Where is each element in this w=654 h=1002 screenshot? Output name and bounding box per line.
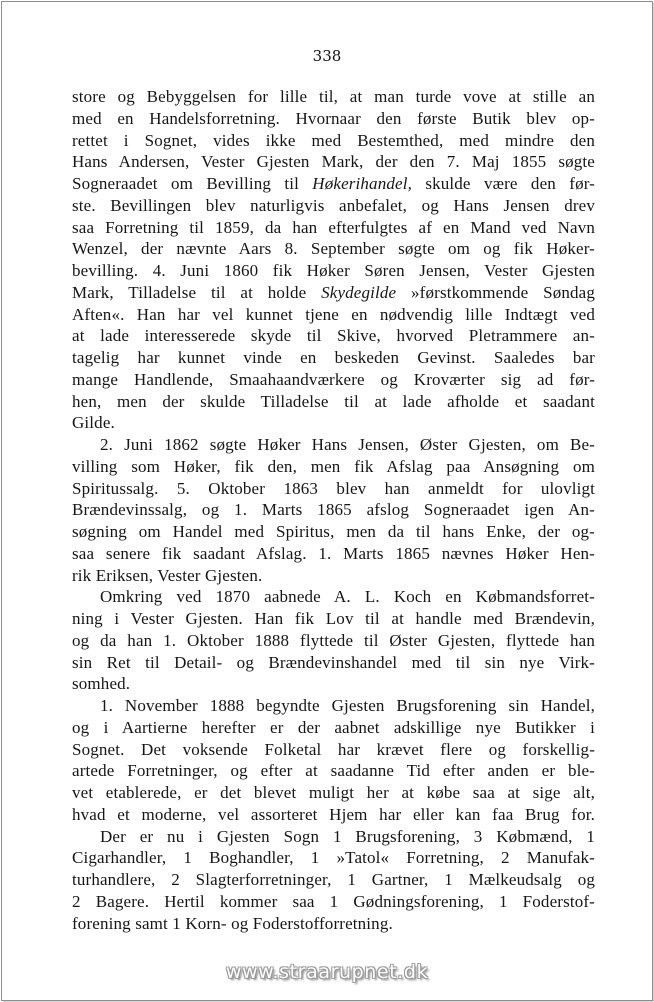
- text-run: Mark, Tilladelse til at holde: [72, 282, 322, 302]
- text-line: hen, men der skulde Tilladelse til at lade afholde et saadant: [72, 391, 595, 411]
- page-number: 338: [312, 47, 342, 65]
- text-line: Brændevinssalg, og 1. Marts 1865 afslog Sogneraadet igen An-: [72, 500, 595, 520]
- text-line: 1. November 1888 begyndte Gjesten Brugsforening sin Handel,: [100, 696, 595, 715]
- text-line: og da han 1. Oktober 1888 flyttede til Øster Gjesten, flyttede han: [72, 630, 595, 650]
- text-run: skulde være den før-: [411, 174, 595, 193]
- text-line: [72, 173, 595, 195]
- text-line: villing som Høker, fik den, men fik Afslag paa Ansøgning om: [72, 456, 595, 476]
- text-line: og i Aartierne herefter er der aabnet adskillige nye Butikker i: [72, 717, 595, 737]
- text-line: artede Forretninger, og efter at saadanne Tid efter anden er ble-: [72, 761, 595, 781]
- text-line: bevilling. 4. Juni 1860 fik Høker Søren Jensen, Vester Gjesten: [72, 261, 595, 280]
- text-line: Gilde.: [72, 413, 115, 433]
- text-line: somhed.: [72, 674, 131, 694]
- text-line: saa Forretning til 1859, da han efterfulgtes af en Mand ved Navn: [72, 217, 595, 237]
- text-run: Sogneraadet om Bevilling til: [72, 174, 313, 193]
- text-line: Aften«. Han har vel kunnet tjene en nødvendig lille Indtægt ved: [72, 304, 595, 324]
- text-line: ning i Vester Gjesten. Han fik Lov til at handle med Brændevin,: [72, 609, 595, 628]
- text-line: Spiritussalg. 5. Oktober 1863 blev han anmeldt for ulovligt: [72, 478, 595, 498]
- body-text: [72, 86, 595, 934]
- text-line: Hans Andersen, Vester Gjesten Mark, der den 7. Maj 1855 søgte: [72, 152, 595, 172]
- italic-term: Høkerihandel,: [312, 174, 412, 193]
- watermark: www.straarupnet.dk: [225, 961, 429, 983]
- italic-term: Skydegilde: [321, 282, 397, 302]
- text-line: med en Handelsforretning. Hvornaar den første Butik blev op-: [72, 108, 595, 128]
- text-line: Cigarhandler, 1 Boghandler, 1 »Tatol« Forretning, 2 Manufak-: [72, 848, 595, 868]
- text-line: [72, 282, 595, 304]
- text-line: at lade interesserede skyde til Skive, hvorved Pletrammere an-: [72, 326, 595, 346]
- text-line: turhandlere, 2 Slagterforretninger, 1 Gartner, 1 Mælkeudsalg og: [72, 870, 595, 889]
- text-line: Wenzel, der nævnte Aars 8. September søgte om og fik Høker-: [72, 239, 595, 259]
- text-line: ste. Bevillingen blev naturligvis anbefalet, og Hans Jensen drev: [72, 195, 595, 215]
- text-line: saa senere fik saadant Afslag. 1. Marts 1865 nævnes Høker Hen-: [72, 543, 595, 563]
- text-line: tagelig har kunnet vinde en beskeden Gevinst. Saaledes bar: [72, 348, 595, 367]
- text-line: vet etablerede, er det blevet muligt her at købe saa at sige alt,: [72, 783, 595, 802]
- text-line: store og Bebyggelsen for lille til, at man turde vove at stille an: [72, 87, 595, 106]
- text-line: sin Ret til Detail- og Brændevinshandel med til sin nye Virk-: [72, 652, 595, 672]
- text-line: 2 Bagere. Hertil kommer saa 1 Gødningsforening, 1 Foderstof-: [72, 891, 595, 911]
- text-line: mange Handlende, Smaahaandværkere og Kroværter sig ad før-: [72, 369, 595, 389]
- text-line: Omkring ved 1870 aabnede A. L. Koch en Købmandsforret-: [100, 587, 595, 607]
- text-line: hvad et moderne, vel assorteret Hjem har eller kan faa Brug for.: [72, 804, 595, 824]
- text-run: »førstkommende Søndag: [396, 282, 596, 302]
- text-line: rettet i Sognet, vides ikke med Bestemthed, med mindre den: [72, 130, 595, 150]
- text-line: Der er nu i Gjesten Sogn 1 Brugsforening, 3 Købmænd, 1: [100, 826, 595, 846]
- text-line: søgning om Handel med Spiritus, men da til hans Enke, der og-: [72, 522, 595, 541]
- text-line: rik Eriksen, Vester Gjesten.: [72, 565, 263, 585]
- text-line: forening samt 1 Korn- og Foderstofforretning.: [72, 913, 393, 933]
- text-line: Sognet. Det voksende Folketal har krævet flere og forskellig-: [72, 739, 595, 759]
- text-line: 2. Juni 1862 søgte Høker Hans Jensen, Øster Gjesten, om Be-: [100, 435, 595, 454]
